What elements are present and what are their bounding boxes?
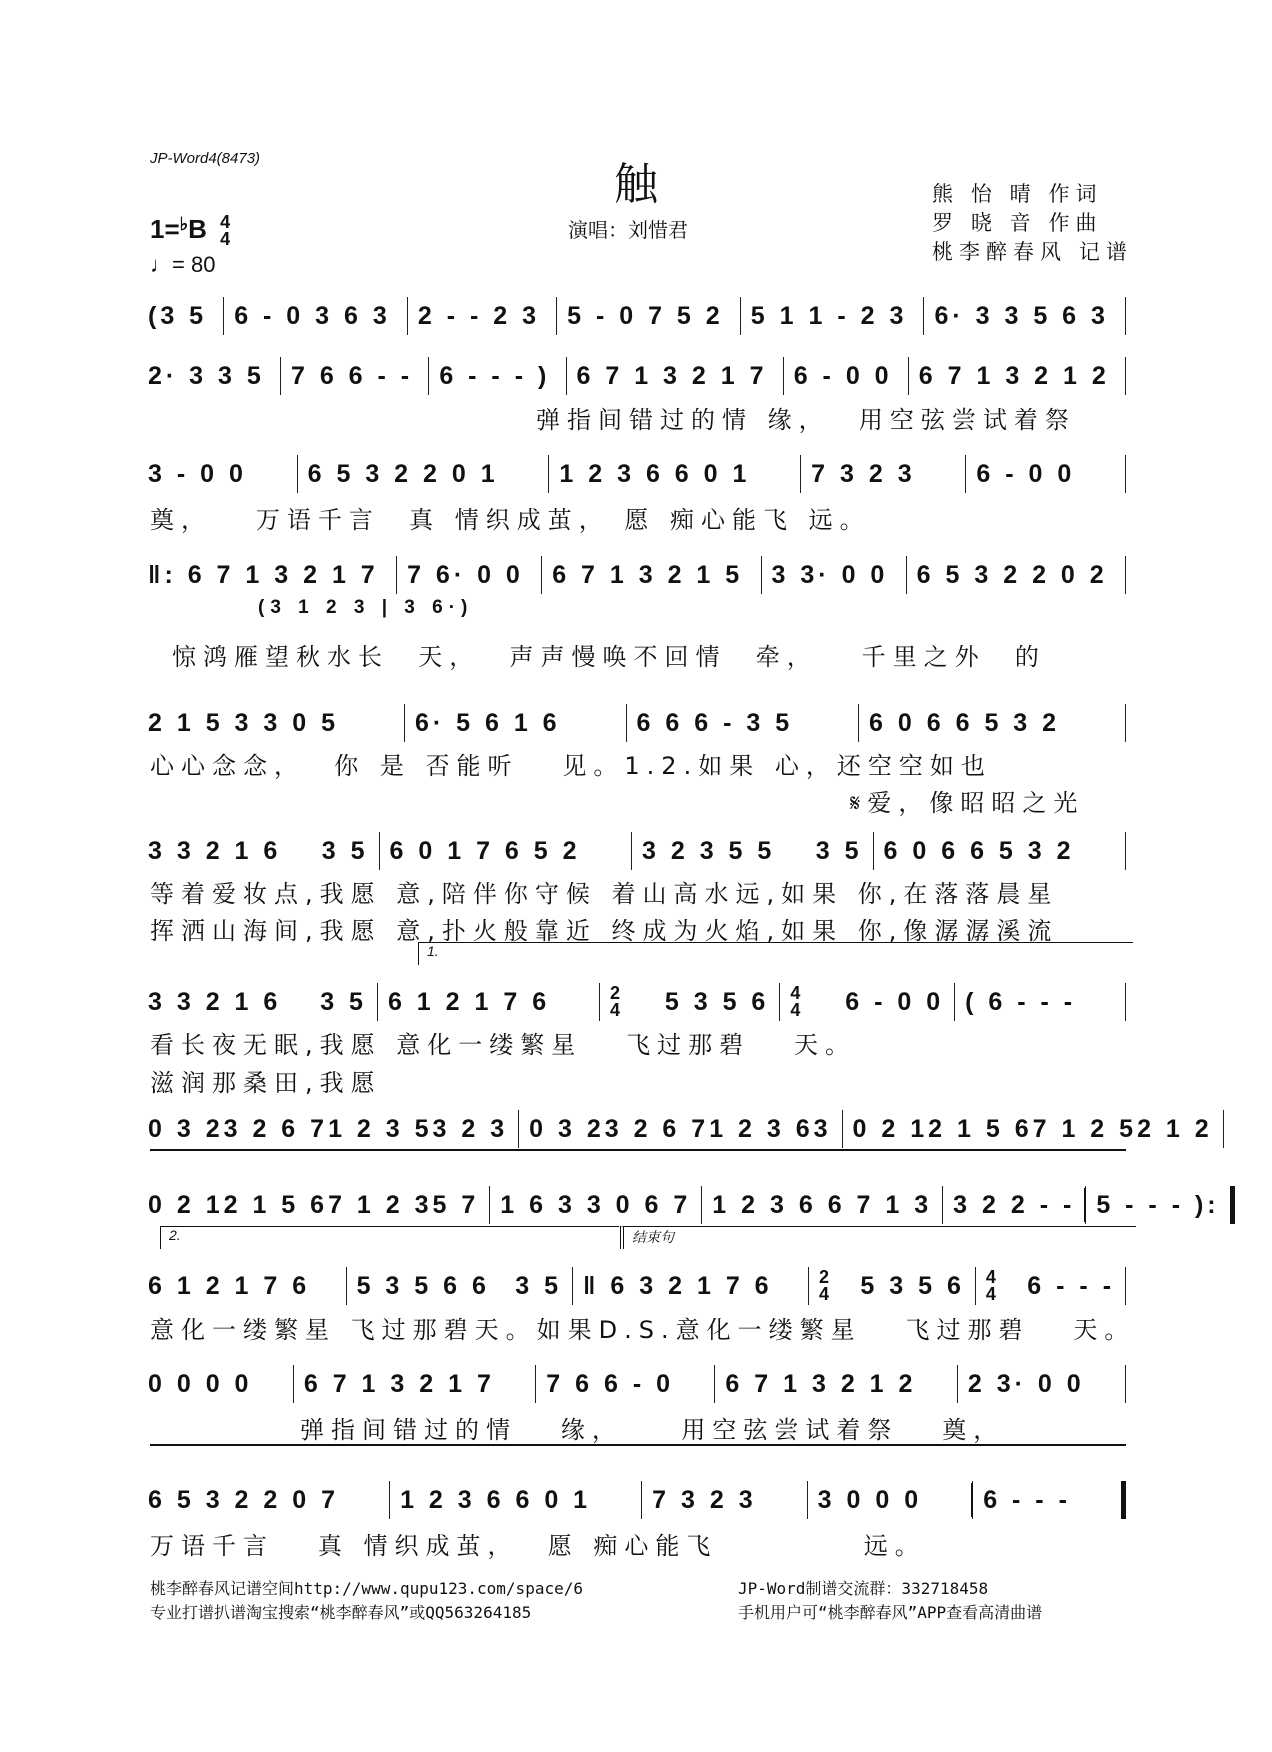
measure: [958, 1365, 1126, 1403]
score-row: [148, 831, 1126, 871]
measure: [909, 357, 1126, 395]
measure: [780, 983, 955, 1021]
measure: [148, 983, 378, 1021]
time-signature-digit: 4: [985, 1266, 996, 1287]
note-group: 6 5 3 2 2 0 1: [307, 459, 499, 488]
measure: [390, 1481, 642, 1519]
measure: [298, 455, 550, 493]
note-group: 7 3 2 3: [811, 459, 916, 488]
composer: 罗 晓 音 作曲: [932, 212, 1103, 235]
note-group: ‖: 6 7 1 3 2 1 7: [148, 560, 379, 589]
note-group: 6 - 0 0: [976, 459, 1076, 488]
measure: [702, 1186, 943, 1224]
lyric-line: 看长夜无眠,我愿 意化一缕繁星 飞过那碧 天。: [150, 1031, 857, 1059]
measure: [294, 1365, 536, 1403]
measure: [924, 297, 1126, 335]
measure: [542, 556, 761, 594]
note-group: 7 1 2 5: [1032, 1114, 1138, 1143]
note-group: 6 7 1 3 2 1 2: [918, 361, 1110, 390]
measure: [148, 556, 397, 594]
note-group: 6 0 6 6 5 3 2: [883, 836, 1075, 865]
note-group: 6 1 2 1 7 6: [387, 987, 551, 1016]
note-group: ( 6 - - -: [965, 987, 1077, 1016]
measure: [973, 1481, 1126, 1519]
measure: [976, 1267, 1126, 1305]
score-row: [148, 454, 1126, 494]
measure: [148, 297, 224, 335]
time-signature-change: [819, 1266, 830, 1304]
lyric-line: 𝄋爱，像昭昭之光: [850, 789, 1085, 817]
time-top: 4: [220, 212, 231, 233]
score-row: [148, 1266, 1126, 1306]
footer-left-2: 专业打谱扒谱淘宝搜索“桃李醉春风”或QQ563264185: [150, 1603, 532, 1622]
repeat-rule: [150, 1149, 1126, 1151]
lyric-line: 弹指间错过的情 缘， 用空弦尝试着祭 奠，: [300, 1416, 1005, 1444]
score-row: [148, 356, 1126, 396]
score-row: [148, 1185, 1220, 1225]
score-row: [148, 555, 1126, 595]
note-group: 6 6 6 - 3 5: [636, 708, 794, 737]
score-row: [148, 982, 1126, 1022]
transcriber: 桃李醉春风 记谱: [932, 241, 1133, 264]
lyric-line: 滋润那桑田,我愿: [150, 1069, 382, 1097]
note-group: 3 - 0 0: [148, 459, 247, 488]
tempo: [150, 252, 215, 278]
lyric-line: 挥洒山海间,我愿 意,扑火般靠近 终成为火焰,如果 你,像潺潺溪流: [150, 917, 1059, 945]
software-label: JP-Word4(8473): [150, 150, 261, 167]
measure: [966, 455, 1126, 493]
measure: [519, 1110, 842, 1148]
time-signature-change: [790, 982, 801, 1020]
measure: [784, 357, 909, 395]
note-group: 3 2 6 7: [223, 1114, 329, 1143]
note-group: 3 5: [815, 836, 863, 865]
measure: [281, 357, 429, 395]
note-group: 7 3 2 3: [652, 1485, 757, 1514]
note-group: 2 1 2: [1137, 1114, 1213, 1143]
measure: [627, 704, 860, 742]
note-group: 6 - - -: [1027, 1271, 1116, 1300]
measure: [843, 1110, 1224, 1148]
measure: [1086, 1186, 1234, 1224]
measure: [567, 357, 784, 395]
flat-icon: ♭: [179, 214, 189, 234]
note-group: 3 3 2 1 6: [148, 987, 282, 1016]
measure: [943, 1186, 1086, 1224]
note-group: 0 0 0 0: [148, 1369, 253, 1398]
note-group: 0 3 2: [529, 1114, 605, 1143]
measure: [801, 455, 966, 493]
note-group: 6 7 1 3 2 1 5: [552, 560, 744, 589]
measure: [148, 1110, 519, 1148]
time-signature-change: [985, 1266, 996, 1304]
note-group: 6 7 1 3 2 1 2: [725, 1369, 917, 1398]
note-group: 6 - - -: [983, 1485, 1071, 1514]
measure: [741, 297, 925, 335]
measure: [380, 832, 632, 870]
measure: [148, 455, 298, 493]
measure: [378, 983, 600, 1021]
note-group: 6 - 0 0: [793, 361, 893, 390]
note-group: 5 3 5 6 6: [356, 1271, 490, 1300]
note-group: 3 0 0 0: [817, 1485, 923, 1514]
note-group: 1 2 3 6 6 0 1: [559, 459, 751, 488]
key-signature: [150, 214, 230, 248]
note-group: 7 1 2 3: [328, 1190, 433, 1219]
note-group: 3 2 3: [432, 1114, 509, 1143]
measure: [808, 1481, 974, 1519]
lyricist: 熊 怡 晴 作词: [932, 183, 1103, 206]
measure: [874, 832, 1126, 870]
measure: [148, 357, 281, 395]
score-row: [148, 703, 1126, 743]
time-signature-digit: 4: [790, 1000, 801, 1020]
lyric-line: 心心念念， 你 是 否能听 见。1.2.如果 心，还空空如也: [150, 752, 992, 780]
singer: 演唱：刘惜君: [568, 220, 688, 242]
measure: [762, 556, 907, 594]
note-group: 2 1 5 6: [928, 1114, 1033, 1143]
measure: [642, 1481, 808, 1519]
lyric-line: 万语千言 真 情织成茧， 愿 痴心能飞 远。: [150, 1532, 926, 1560]
note-group: 5 1 1 - 2 3: [750, 301, 908, 330]
note-group: 3 3 2 1 6: [148, 836, 282, 865]
measure: [148, 1365, 294, 1403]
note-group: 5 7: [432, 1190, 480, 1219]
note-group: (3 5: [148, 301, 208, 330]
note-group: 6 0 1 7 6 5 2: [389, 836, 581, 865]
score-row: [148, 1109, 1213, 1149]
note-group: 0 2 1: [148, 1190, 224, 1219]
score-row: [148, 1364, 1126, 1404]
time-signature-digit: 4: [790, 982, 801, 1003]
measure: [224, 297, 408, 335]
note-group: 2 1 5 3 3 0 5: [148, 708, 340, 737]
measure: [715, 1365, 957, 1403]
footer-right-2: 手机用户可“桃李醉春风”APP查看高清曲谱: [738, 1603, 1043, 1622]
note-group: ‖ 6 3 2 1 7 6: [583, 1271, 773, 1300]
note-group: 0 2 1: [852, 1114, 929, 1143]
measure: [148, 832, 380, 870]
alternate-notes: (3 1 2 3 | 3 6·): [258, 597, 474, 618]
note-group: 6 - 0 0: [845, 987, 945, 1016]
score-row: [148, 296, 1126, 336]
note-group: 6 7 1 3 2 1 7: [576, 361, 768, 390]
measure: [148, 1267, 347, 1305]
note-group: 2 - - 2 3: [417, 301, 541, 330]
note-group: 1 6 3 3 0 6 7: [500, 1190, 692, 1219]
volta-bracket: 2.: [160, 1226, 619, 1249]
note-group: 2 1 5 6: [223, 1190, 329, 1219]
measure: [809, 1267, 976, 1305]
note-group: 6 0 6 6 5 3 2: [869, 708, 1061, 737]
time-signature-digit: 2: [609, 982, 620, 1003]
note-group: 7 6· 0 0: [407, 560, 524, 589]
repeat-rule: [150, 1444, 1126, 1446]
measure: [347, 1267, 573, 1305]
footer-left-1: 桃李醉春风记谱空间http://www.qupu123.com/space/6: [150, 1579, 583, 1598]
measure: [549, 455, 801, 493]
note-group: 6 5 3 2 2 0 2: [916, 560, 1108, 589]
note-group: 6 - - - ): [439, 361, 551, 390]
note-group: 5 3 5 6: [860, 1271, 965, 1300]
note-group: 1 2 3 6 6 7 1 3: [712, 1190, 933, 1219]
note-group: 1 2 3 6: [709, 1114, 814, 1143]
note-group: 3 3· 0 0: [771, 560, 889, 589]
lyric-line: 弹指间错过的情 缘， 用空弦尝试着祭: [536, 406, 1076, 434]
ending-phrase-label: 结束句: [620, 1226, 1136, 1249]
footer-right-1: JP-Word制谱交流群：332718458: [738, 1579, 989, 1598]
note-group: 6 - 0 3 6 3: [234, 301, 391, 330]
measure: [907, 556, 1126, 594]
song-title: 触: [614, 159, 658, 210]
time-signature-digit: 4: [819, 1284, 830, 1304]
measure: [148, 1186, 490, 1224]
note-group: 6 7 1 3 2 1 7: [303, 1369, 495, 1398]
measure: [490, 1186, 702, 1224]
volta-bracket: 1.: [418, 942, 1133, 965]
note-group: 3 5: [320, 987, 367, 1016]
note-group: 3 5: [515, 1271, 563, 1300]
note-group: 6 1 2 1 7 6: [148, 1271, 311, 1300]
note-group: 1 2 3 6 6 0 1: [400, 1485, 592, 1514]
note-group: 3 5: [321, 836, 369, 865]
time-signature: [220, 214, 230, 248]
note-group: 5 - 0 7 5 2: [567, 301, 724, 330]
note-group: 5 - - - ):: [1096, 1190, 1220, 1219]
time-bottom: 4: [220, 229, 231, 250]
key-note: B: [188, 214, 207, 244]
note-group: 1 2 3 5: [328, 1114, 433, 1143]
note-group: 6· 3 3 5 6 3: [934, 301, 1109, 330]
measure: [397, 556, 542, 594]
measure: [405, 704, 627, 742]
time-signature-digit: 2: [819, 1266, 830, 1287]
measure: [632, 832, 874, 870]
note-group: 3: [813, 1114, 832, 1143]
time-signature-digit: 4: [985, 1284, 996, 1304]
time-signature-digit: 4: [609, 1000, 620, 1020]
measure: [148, 704, 405, 742]
measure: [536, 1365, 715, 1403]
measure: [429, 357, 566, 395]
measure: [573, 1267, 809, 1305]
measure: [148, 1481, 390, 1519]
note-group: 7 6 6 - 0: [546, 1369, 675, 1398]
lyric-line: 惊鸿雁望秋水长 天， 声声慢唤不回情 牵， 千里之外 的: [172, 643, 1046, 671]
note-group: 3 2 2 - -: [953, 1190, 1076, 1219]
credits: [932, 180, 1133, 267]
measure: [859, 704, 1126, 742]
note-group: 7 6 6 - -: [290, 361, 414, 390]
tempo-value: = 80: [172, 252, 216, 277]
note-group: 3 2 6 7: [604, 1114, 710, 1143]
note-group: 2 3· 0 0: [967, 1369, 1085, 1398]
score-row: [148, 1480, 1126, 1520]
key-prefix: 1=: [150, 214, 180, 244]
lyric-line: 奠， 万语千言 真 情织成茧， 愿 痴心能飞 远。: [150, 506, 871, 534]
lyric-line: 意化一缕繁星 飞过那碧天。如果D.S.意化一缕繁星 飞过那碧 天。: [150, 1316, 1136, 1344]
note-group: 6 5 3 2 2 0 7: [148, 1485, 340, 1514]
measure: [955, 983, 1126, 1021]
note-group: 3 2 3 5 5: [642, 836, 776, 865]
note-group: 6· 5 6 1 6: [414, 708, 561, 737]
note-group: 0 3 2: [148, 1114, 224, 1143]
lyric-line: 等着爱妆点,我愿 意,陪伴你守候 着山高水远,如果 你,在落落晨星: [150, 880, 1059, 908]
quarter-note-icon: ♩: [150, 252, 172, 277]
measure: [600, 983, 780, 1021]
measure: [557, 297, 741, 335]
measure: [408, 297, 557, 335]
time-signature-change: [609, 982, 620, 1020]
note-group: 2· 3 3 5: [148, 361, 265, 390]
note-group: 5 3 5 6: [664, 987, 770, 1016]
